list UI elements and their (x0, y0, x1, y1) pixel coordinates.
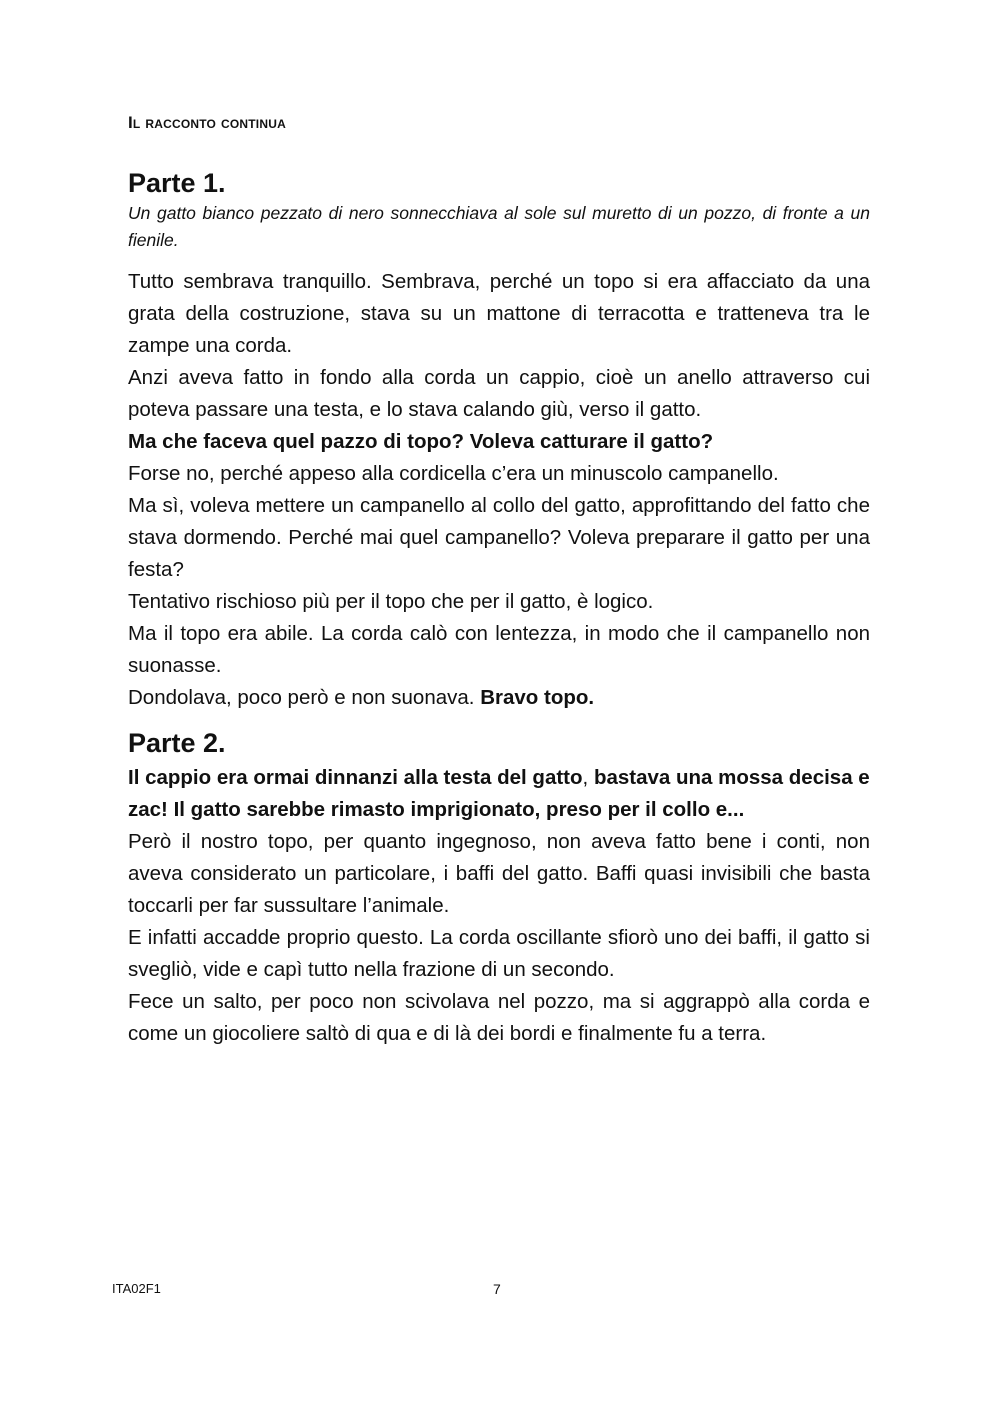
part2-paragraph-4: Fece un salto, per poco non scivolava nel pozzo, ma si aggrappò alla corda e come un giocoliere saltò di qua e di là dei bordi e finalmente fu a terra. (128, 990, 870, 1045)
part2-paragraph-1-bold-b: bastava una mossa decisa e zac! Il gatto sarebbe rimasto imprigionato, preso per il collo e... (128, 766, 870, 821)
part1-paragraph-6: Tentativo rischioso più per il topo che per il gatto, è logico. (128, 590, 654, 613)
part1-heading: Parte 1. (128, 168, 226, 198)
part2-paragraph-1 (128, 762, 870, 826)
footer-document-code: ITA02F1 (112, 1281, 161, 1296)
part2-paragraph-2: Però il nostro topo, per quanto ingegnoso, non aveva fatto bene i conti, non aveva considerato un particolare, i baffi del gatto. Baffi quasi invisibili che basta toccarli per far sussultare l’animale. (128, 830, 870, 917)
part1-paragraph-8-text: Dondolava, poco però e non suonava. (128, 686, 481, 709)
part2-paragraph-1-separator: , (582, 766, 594, 789)
part1-paragraph-8 (128, 682, 870, 714)
part1-paragraph-4: Forse no, perché appeso alla cordicella c’era un minuscolo campanello. (128, 462, 779, 485)
part1-paragraph-7: Ma il topo era abile. La corda calò con lentezza, in modo che il campanello non suonasse. (128, 622, 870, 677)
part1-paragraph-2: Anzi aveva fatto in fondo alla corda un cappio, cioè un anello attraverso cui poteva passare una testa, e lo stava calando giù, verso il gatto. (128, 366, 870, 421)
part1-paragraph-5: Ma sì, voleva mettere un campanello al collo del gatto, approfittando del fatto che stava dormendo. Perché mai quel campanello? Voleva preparare il gatto per una festa? (128, 494, 870, 581)
part2-heading: Parte 2. (128, 728, 226, 758)
section-label-text: Il racconto continua (128, 113, 286, 132)
footer-page-number: 7 (493, 1281, 501, 1297)
document-content (128, 110, 870, 1050)
section-label (128, 110, 870, 136)
part1-intro: Un gatto bianco pezzato di nero sonnecchiava al sole sul muretto di un pozzo, di fronte a un fienile. (128, 203, 870, 250)
part1-paragraph-3: Ma che faceva quel pazzo di topo? Voleva catturare il gatto? (128, 430, 714, 453)
part2-paragraph-3: E infatti accadde proprio questo. La corda oscillante sfiorò uno dei baffi, il gatto si svegliò, vide e capì tutto nella frazione di un secondo. (128, 926, 870, 981)
part1-paragraph-8-bold: Bravo topo. (480, 686, 595, 709)
part1-paragraph-1: Tutto sembrava tranquillo. Sembrava, perché un topo si era affacciato da una grata della costruzione, stava su un mattone di terracotta e tratteneva tra le zampe una corda. (128, 270, 870, 357)
part2-paragraph-1-bold-a: Il cappio era ormai dinnanzi alla testa del gatto (128, 766, 583, 789)
